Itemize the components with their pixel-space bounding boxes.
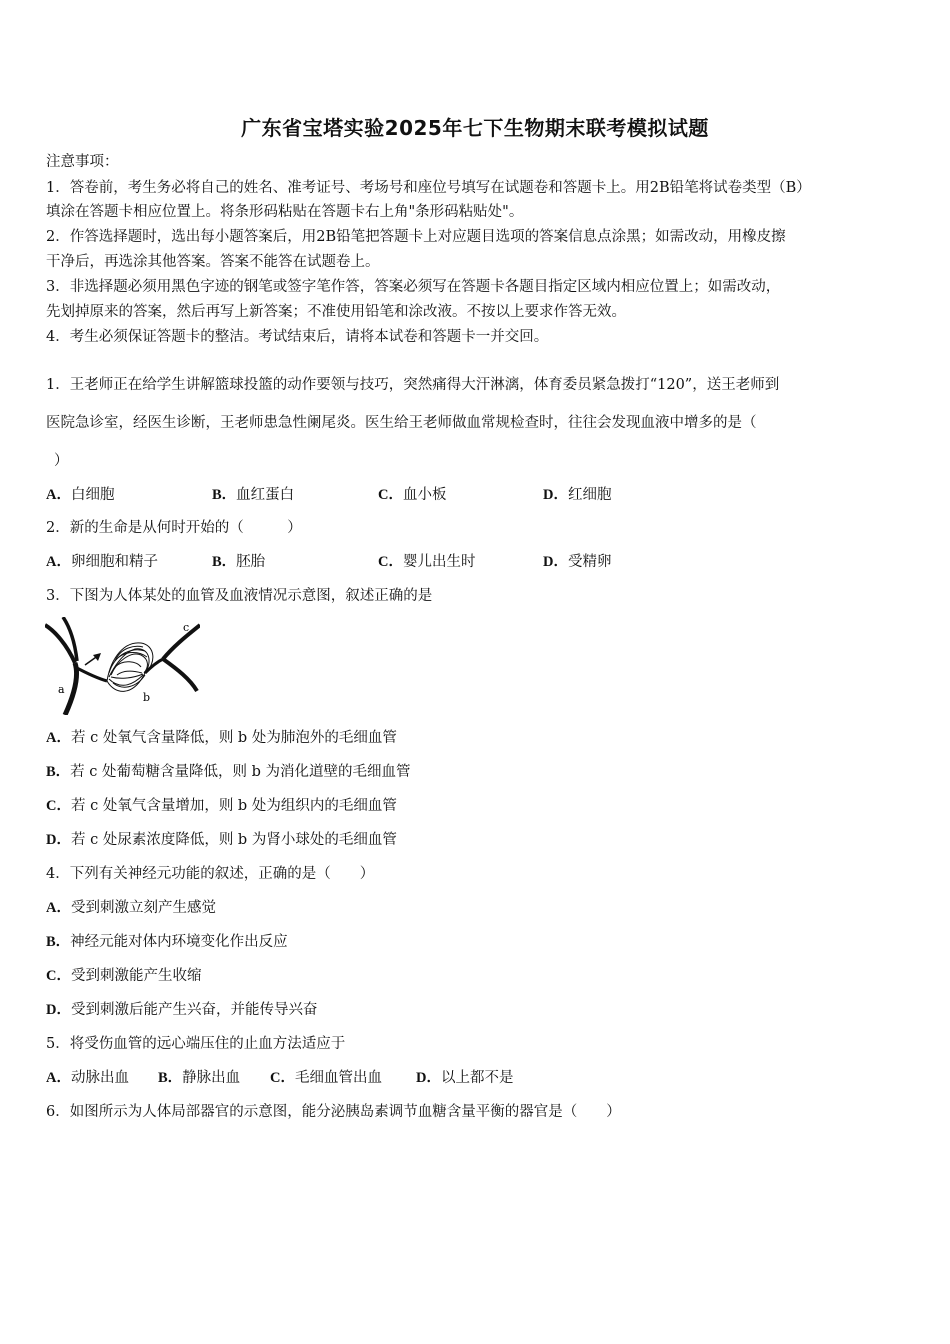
notice-line: 1．答卷前，考生务必将自己的姓名、准考证号、考场号和座位号填写在试题卷和答题卡上。用2B铅笔将试卷类型（B） bbox=[46, 180, 811, 196]
q1-stem-line: 医院急诊室，经医生诊断，王老师患急性阑尾炎。医生给王老师做血常规检查时，往往会发现血液中增多的是（ bbox=[46, 415, 757, 431]
q2-option-d: D．受精卵 bbox=[543, 554, 612, 570]
figure-label-b: b bbox=[143, 691, 151, 704]
q2-stem: 2．新的生命是从何时开始的（ ） bbox=[46, 520, 302, 536]
blood-vessel-diagram bbox=[45, 617, 200, 715]
q2-option-c: C．婴儿出生时 bbox=[378, 554, 476, 570]
figure-label-a: a bbox=[58, 683, 65, 696]
q3-option-b: B．若 c 处葡萄糖含量降低，则 b 为消化道壁的毛细血管 bbox=[46, 764, 411, 780]
figure-label-c: c bbox=[183, 621, 190, 634]
q6-stem: 6．如图所示为人体局部器官的示意图，能分泌胰岛素调节血糖含量平衡的器官是（ ） bbox=[46, 1104, 621, 1120]
notice-heading: 注意事项： bbox=[46, 154, 119, 170]
q1-option-a: A．白细胞 bbox=[46, 487, 115, 503]
notice-line: 4．考生必须保证答题卡的整洁。考试结束后，请将本试卷和答题卡一并交回。 bbox=[46, 329, 549, 345]
q5-option-d: D．以上都不是 bbox=[416, 1070, 514, 1086]
q1-option-c: C．血小板 bbox=[378, 487, 447, 503]
q5-option-a: A．动脉出血 bbox=[46, 1070, 129, 1086]
q3-stem: 3．下图为人体某处的血管及血液情况示意图，叙述正确的是 bbox=[46, 588, 433, 604]
notice-line: 3．非选择题必须用黑色字迹的钢笔或签字笔作答，答案必须写在答题卡各题目指定区域内相应位置上；如需改动， bbox=[46, 279, 781, 295]
notice-line: 2．作答选择题时，选出每小题答案后，用2B铅笔把答题卡上对应题目选项的答案信息点涂黑；如需改动，用橡皮擦 bbox=[46, 229, 786, 245]
page-title: 广东省宝塔实验2025年七下生物期末联考模拟试题 bbox=[241, 116, 709, 140]
q3-option-c: C．若 c 处氧气含量增加，则 b 处为组织内的毛细血管 bbox=[46, 798, 397, 814]
q4-stem: 4．下列有关神经元功能的叙述，正确的是（ ） bbox=[46, 866, 375, 882]
q4-option-d: D．受到刺激后能产生兴奋，并能传导兴奋 bbox=[46, 1002, 318, 1018]
q2-option-b: B．胚胎 bbox=[212, 554, 266, 570]
q3-option-a: A．若 c 处氧气含量降低，则 b 处为肺泡外的毛细血管 bbox=[46, 730, 397, 746]
q1-stem-line: ） bbox=[54, 453, 69, 469]
q5-stem: 5．将受伤血管的远心端压住的止血方法适应于 bbox=[46, 1036, 346, 1052]
q5-option-b: B．静脉出血 bbox=[158, 1070, 241, 1086]
q4-option-b: B．神经元能对体内环境变化作出反应 bbox=[46, 934, 288, 950]
q2-option-a: A．卵细胞和精子 bbox=[46, 554, 158, 570]
q4-option-a: A．受到刺激立刻产生感觉 bbox=[46, 900, 216, 916]
q1-option-d: D．红细胞 bbox=[543, 487, 612, 503]
q5-option-c: C．毛细血管出血 bbox=[270, 1070, 382, 1086]
notice-line: 先划掉原来的答案，然后再写上新答案；不准使用铅笔和涂改液。不按以上要求作答无效。 bbox=[46, 304, 626, 320]
q3-option-d: D．若 c 处尿素浓度降低，则 b 为肾小球处的毛细血管 bbox=[46, 832, 397, 848]
q4-option-c: C．受到刺激能产生收缩 bbox=[46, 968, 202, 984]
q1-option-b: B．血红蛋白 bbox=[212, 487, 295, 503]
notice-line: 填涂在答题卡相应位置上。将条形码粘贴在答题卡右上角"条形码粘贴处"。 bbox=[46, 204, 524, 220]
notice-line: 干净后，再选涂其他答案。答案不能答在试题卷上。 bbox=[46, 254, 380, 270]
q1-stem-line: 1．王老师正在给学生讲解篮球投篮的动作要领与技巧，突然痛得大汗淋漓，体育委员紧急拨打“120”，送王老师到 bbox=[46, 377, 780, 393]
